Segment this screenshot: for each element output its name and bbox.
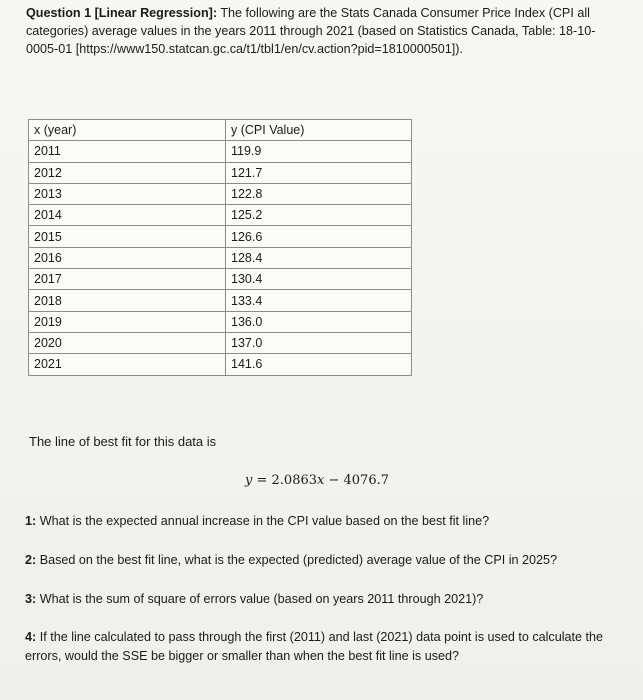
equation-lhs: y	[245, 473, 253, 488]
question-text: What is the sum of square of errors value (based on years 2011 through 2021)?	[39, 592, 484, 606]
table-row	[29, 269, 412, 290]
year-cell: 2012	[29, 162, 226, 183]
table-row	[29, 162, 412, 183]
table-row	[29, 141, 412, 162]
table-header-row	[29, 120, 412, 141]
cpi-cell: 133.4	[226, 290, 412, 311]
question-1	[25, 512, 625, 531]
table-row	[29, 354, 412, 375]
cpi-cell: 119.9	[226, 141, 412, 162]
question-3	[25, 590, 625, 609]
question-title: Question 1 [Linear Regression]:	[26, 6, 218, 20]
year-cell: 2018	[29, 290, 226, 311]
year-cell: 2014	[29, 205, 226, 226]
year-cell: 2019	[29, 311, 226, 332]
regression-equation	[245, 473, 389, 488]
cpi-cell: 122.8	[226, 183, 412, 204]
cpi-cell: 136.0	[226, 311, 412, 332]
question-header	[26, 4, 626, 58]
table-row	[29, 226, 412, 247]
cpi-cell: 126.6	[226, 226, 412, 247]
question-number: 3:	[25, 592, 37, 606]
cpi-cell: 130.4	[226, 269, 412, 290]
question-number: 4:	[25, 630, 37, 644]
year-cell: 2020	[29, 332, 226, 353]
equation-intercept: − 4076.7	[324, 473, 390, 488]
question-text: If the line calculated to pass through the first (2011) and last (2021) data point is used to calculate the errors, would the SSE be bigger or smaller than when the best fit line is used?	[25, 630, 604, 663]
question-2	[25, 551, 625, 570]
table-row	[29, 247, 412, 268]
question-description: The following are the Stats Canada Consumer Price Index (CPI all categories) average values in the years 2011 through 2021 (based on Statistics Canada, Table: 18-10-0005-01 [https://www150.statcan.gc.ca/t1/tbl1/en/cv.action?pid=1810000501]).	[26, 6, 596, 56]
year-cell: 2016	[29, 247, 226, 268]
equation-var: x	[317, 473, 325, 488]
table-row	[29, 332, 412, 353]
cpi-data-table	[28, 119, 412, 376]
column-header-x: x (year)	[29, 120, 226, 141]
bestfit-intro: The line of best fit for this data is	[29, 434, 217, 449]
year-cell: 2015	[29, 226, 226, 247]
question-number: 2:	[25, 553, 37, 567]
table-row	[29, 311, 412, 332]
question-text: What is the expected annual increase in the CPI value based on the best fit line?	[39, 514, 490, 528]
cpi-cell: 128.4	[226, 247, 412, 268]
year-cell: 2021	[29, 354, 226, 375]
table-row	[29, 205, 412, 226]
cpi-cell: 125.2	[226, 205, 412, 226]
column-header-y: y (CPI Value)	[226, 120, 412, 141]
year-cell: 2017	[29, 269, 226, 290]
equation-slope: = 2.0863	[252, 473, 318, 488]
cpi-cell: 121.7	[226, 162, 412, 183]
cpi-cell: 137.0	[226, 332, 412, 353]
question-4	[25, 628, 625, 666]
question-text: Based on the best fit line, what is the expected (predicted) average value of the CPI in 2025?	[39, 553, 558, 567]
question-number: 1:	[25, 514, 37, 528]
table-row	[29, 290, 412, 311]
table-row	[29, 183, 412, 204]
year-cell: 2013	[29, 183, 226, 204]
year-cell: 2011	[29, 141, 226, 162]
cpi-cell: 141.6	[226, 354, 412, 375]
